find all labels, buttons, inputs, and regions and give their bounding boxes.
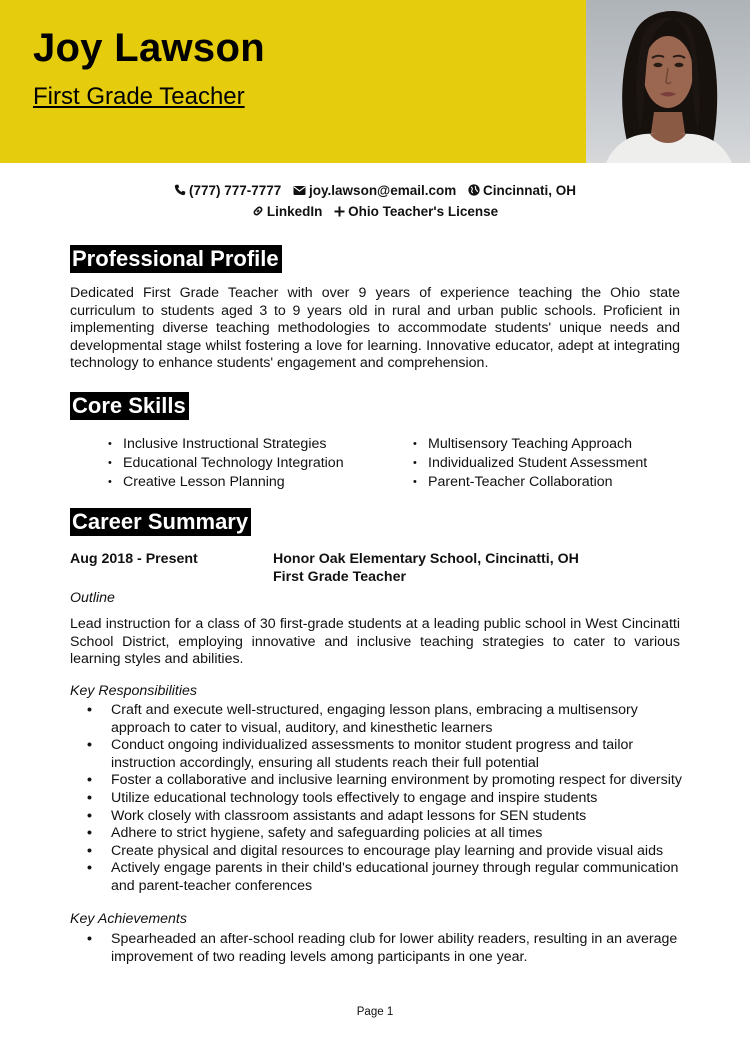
job-role: First Grade Teacher: [273, 569, 406, 585]
contact-linkedin[interactable]: [252, 204, 323, 219]
skill-item: • Educational Technology Integration: [108, 454, 413, 472]
job-title: First Grade Teacher: [33, 83, 245, 110]
responsibilities-label: Key Responsibilities: [70, 683, 197, 699]
contact-location-text: Cincinnati, OH: [483, 183, 577, 198]
list-item: • Actively engage parents in their child's educational journey through regular communication and parent-teacher conferences: [70, 860, 685, 895]
list-item: • Utilize educational technology tools effectively to engage and inspire students: [70, 790, 685, 808]
profile-heading: Professional Profile: [70, 245, 282, 273]
header-banner: [0, 0, 586, 163]
contact-phone[interactable]: [174, 183, 281, 198]
plus-icon: [334, 206, 345, 217]
skill-item: • Creative Lesson Planning: [108, 473, 413, 491]
achievements-label: Key Achievements: [70, 911, 187, 927]
achievements-list: [70, 931, 685, 966]
portrait-photo: [586, 0, 750, 163]
skill-item: • Individualized Student Assessment: [413, 454, 708, 472]
job-outline: Lead instruction for a class of 30 first-grade students at a leading public school in West Cincinatti School District, employing innovative and inclusive teaching strategies to cater to various learning styles and abilities.: [70, 616, 680, 668]
list-item: • Work closely with classroom assistants and adapt lessons for SEN students: [70, 808, 685, 826]
globe-icon: [468, 184, 480, 196]
list-item: • Conduct ongoing individualized assessments to monitor student progress and tailor instruction accordingly, ensuring all students reach their full potential: [70, 737, 685, 772]
skills-list: [108, 435, 708, 491]
phone-icon: [174, 184, 186, 196]
contact-bar: [150, 180, 600, 222]
contact-email-text: joy.lawson@email.com: [309, 183, 457, 198]
list-item: • Create physical and digital resources to encourage play learning and provide visual aids: [70, 843, 685, 861]
list-item: • Adhere to strict hygiene, safety and safeguarding policies at all times: [70, 825, 685, 843]
page-number: Page 1: [356, 1006, 394, 1018]
skills-heading: Core Skills: [70, 392, 189, 420]
skill-item: • Inclusive Instructional Strategies: [108, 435, 413, 453]
list-item: • Spearheaded an after-school reading club for lower ability readers, resulting in an average improvement of two reading levels among participants in one year.: [70, 931, 685, 966]
profile-text: Dedicated First Grade Teacher with over 9 years of experience teaching the Ohio state curriculum to students aged 3 to 9 years old in rural and urban public schools. Proficient in implementing diverse teaching methodologies to accommodate students' unique needs and developmental stage whilst fostering a love for learning. Innovative educator, adept at integrating technology to enhance students' engagement and comprehension.: [70, 285, 680, 372]
skill-item: • Parent-Teacher Collaboration: [413, 473, 708, 491]
candidate-name: Joy Lawson: [33, 26, 265, 70]
responsibilities-list: [70, 702, 685, 896]
link-icon: [252, 205, 264, 217]
contact-location: [468, 183, 576, 198]
contact-phone-text: (777) 777-7777: [188, 183, 282, 198]
contact-email[interactable]: [293, 183, 456, 198]
skill-item: • Multisensory Teaching Approach: [413, 435, 708, 453]
contact-license: [334, 204, 498, 219]
contact-linkedin-text: LinkedIn: [266, 204, 323, 219]
contact-license-text: Ohio Teacher's License: [348, 204, 499, 219]
job-company: Honor Oak Elementary School, Cincinatti, OH: [273, 551, 579, 567]
job-date: Aug 2018 - Present: [70, 551, 198, 567]
outline-label: Outline: [70, 590, 115, 606]
list-item: • Foster a collaborative and inclusive learning environment by promoting respect for diversity: [70, 772, 685, 790]
list-item: • Craft and execute well-structured, engaging lesson plans, embracing a multisensory approach to cater to visual, auditory, and kinesthetic learners: [70, 702, 685, 737]
career-heading: Career Summary: [70, 508, 251, 536]
envelope-icon: [293, 185, 306, 196]
